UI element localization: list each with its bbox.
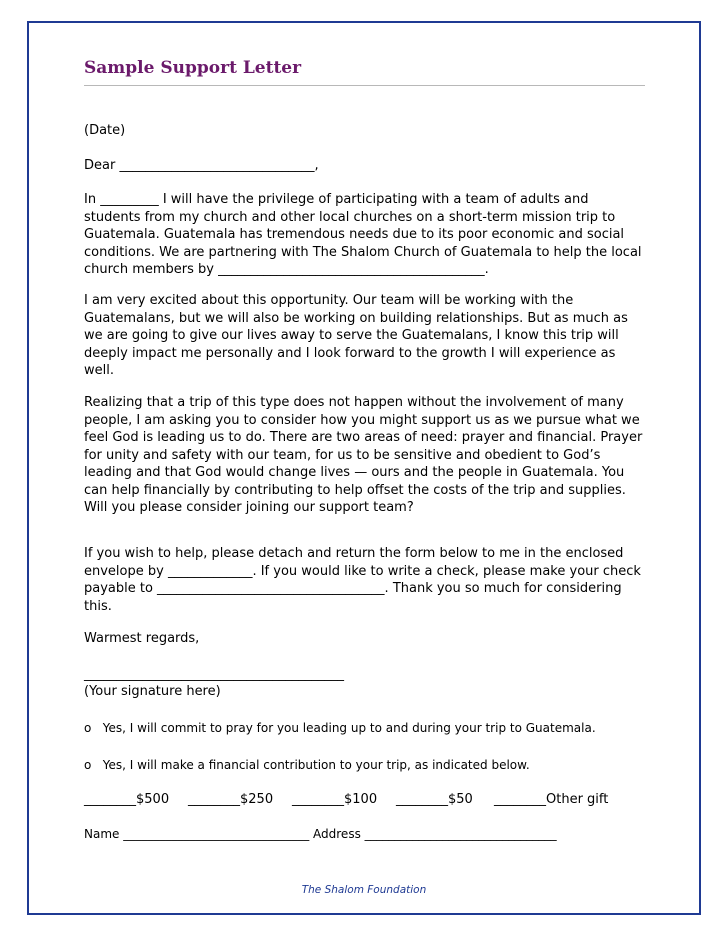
date-line: (Date) (84, 123, 126, 138)
financial-option: o Yes, I will make a financial contribution to your trip, as indicated below. (84, 758, 530, 772)
letter-title: Sample Support Letter (84, 58, 302, 78)
name-address-line: Name _______________________________ Address ________________________________ (84, 827, 557, 841)
paragraph-instructions: If you wish to help, please detach and return the form below to me in the enclosed envelope by _____________. If you would like to write a check, please make your check payable to ___________________________________. Thank you so much for considering this. (84, 546, 641, 614)
amount-50: ________$50 (396, 792, 473, 807)
amount-500: ________$500 (84, 792, 170, 807)
title-divider (84, 85, 645, 86)
closing: Warmest regards, (84, 631, 200, 646)
signature-line: ________________________________________ (84, 667, 344, 682)
amount-250: ________$250 (188, 792, 274, 807)
paragraph-needs: Realizing that a trip of this type does not happen without the involvement of many people, I am asking you to consider how you might support us as we pursue what we feel God is leading us to do. There are two areas of need: prayer and financial. Prayer for unity and safety with our team, for us to be sensitive and obedient to God’s leading and that God would change lives — ours and the people in Guatemala. You can help financially by contributing to help offset the costs of the trip and supplies. Will you please consider joining our support team? (84, 395, 643, 515)
amount-100: ________$100 (292, 792, 378, 807)
signature-label: (Your signature here) (84, 684, 221, 699)
amount-other-gift: ________Other gift (494, 792, 609, 807)
prayer-option: o Yes, I will commit to pray for you leading up to and during your trip to Guatemala. (84, 721, 596, 735)
salutation: Dear ______________________________, (84, 158, 319, 173)
paragraph-opportunity: I am very excited about this opportunity. Our team will be working with the Guatemalans, but we will also be working on building relationships. But as much as we are going to give our lives away to serve the Guatemalans, I know this trip will deeply impact me personally and I look forward to the growth I will experience as well. (84, 293, 628, 378)
paragraph-intro: In _________ I will have the privilege of participating with a team of adults and students from my church and other local churches on a short-term mission trip to Guatemala. Guatemala has tremendous needs due to its poor economic and social conditions. We are partnering with The Shalom Church of Guatemala to help the local church members by _________________________________________. (84, 192, 642, 277)
footer-foundation: The Shalom Foundation (301, 884, 427, 896)
